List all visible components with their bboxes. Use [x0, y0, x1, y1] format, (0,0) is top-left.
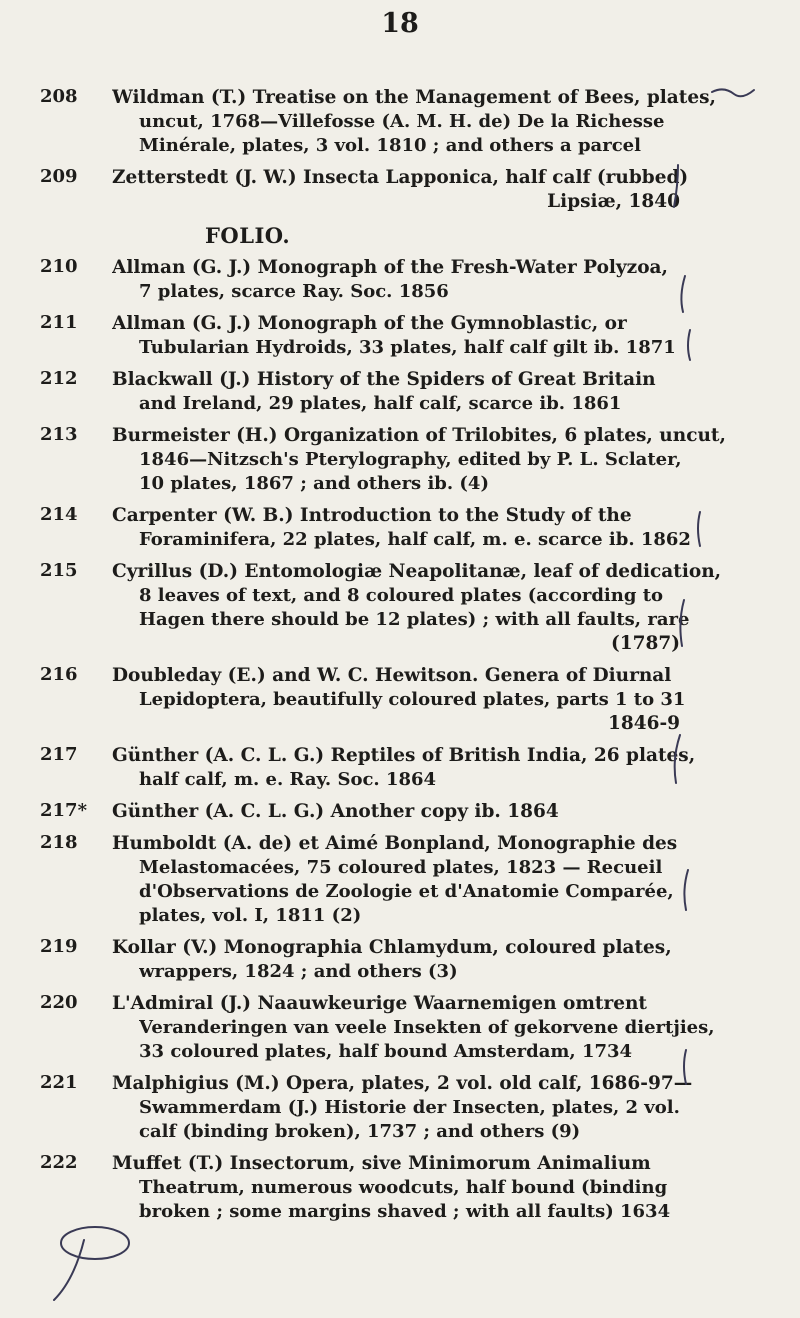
- lot-number: 217: [40, 744, 78, 765]
- lot-entry-219: [40, 936, 740, 984]
- lot-entry-221: [40, 1072, 740, 1144]
- lot-number: 211: [40, 312, 78, 333]
- entry-line: wrappers, 1824 ; and others (3): [139, 961, 458, 982]
- entry-line: Blackwall (J.) History of the Spiders of Great Britain: [112, 369, 656, 390]
- entry-line: L'Admiral (J.) Naauwkeurige Waarnemigen omtrent: [112, 993, 647, 1014]
- lot-entry-210: [40, 256, 740, 304]
- section-heading: FOLIO.: [205, 223, 291, 248]
- entry-line: uncut, 1768—Villefosse (A. M. H. de) De la Richesse: [139, 111, 665, 132]
- lot-entry-218: [40, 832, 740, 928]
- lot-number: 216: [40, 664, 78, 685]
- entry-line: Allman (G. J.) Monograph of the Gymnoblastic, or: [112, 313, 627, 334]
- lot-number: 217*: [40, 800, 87, 821]
- entry-line: Lepidoptera, beautifully coloured plates, parts 1 to 31: [139, 689, 686, 710]
- lot-entry-214: [40, 504, 740, 552]
- lot-number: 213: [40, 424, 78, 445]
- entry-line: Veranderingen van veele Insekten of gekorvene diertjies,: [139, 1017, 715, 1038]
- entry-line: Melastomacées, 75 coloured plates, 1823 — Recueil: [139, 857, 663, 878]
- entry-line: 1846—Nitzsch's Pterylography, edited by P. L. Sclater,: [139, 449, 682, 470]
- entry-line: Foraminifera, 22 plates, half calf, m. e. scarce ib. 1862: [139, 529, 691, 550]
- entry-line: broken ; some margins shaved ; with all faults) 1634: [139, 1201, 671, 1222]
- entry-line: Muffet (T.) Insectorum, sive Minimorum Animalium: [112, 1153, 651, 1174]
- lot-number: 212: [40, 368, 78, 389]
- lot-entry-208: [40, 86, 740, 158]
- entry-line: Cyrillus (D.) Entomologiæ Neapolitanæ, leaf of dedication,: [112, 561, 722, 582]
- entry-line: and Ireland, 29 plates, half calf, scarce ib. 1861: [139, 393, 622, 414]
- lot-entry-213: [40, 424, 740, 496]
- lot-number: 210: [40, 256, 78, 277]
- entry-line: (1787): [611, 633, 680, 654]
- entry-line: 8 leaves of text, and 8 coloured plates (according to: [139, 585, 664, 606]
- lot-number: 221: [40, 1072, 78, 1093]
- lot-number: 208: [40, 86, 78, 107]
- catalogue-list: [40, 86, 740, 1232]
- page-number: 18: [381, 8, 419, 39]
- entry-line: Wildman (T.) Treatise on the Management of Bees, plates,: [112, 87, 716, 108]
- entry-line: Humboldt (A. de) et Aimé Bonpland, Monographie des: [112, 833, 678, 854]
- lot-entry-222: [40, 1152, 740, 1224]
- lot-entry-217: [40, 744, 740, 792]
- entry-line: Carpenter (W. B.) Introduction to the Study of the: [112, 505, 632, 526]
- lot-number: 222: [40, 1152, 78, 1173]
- lot-number: 218: [40, 832, 78, 853]
- entry-line: Minérale, plates, 3 vol. 1810 ; and others a parcel: [139, 135, 641, 156]
- lot-number: 220: [40, 992, 78, 1013]
- lot-entry-211: [40, 312, 740, 360]
- entry-line: calf (binding broken), 1737 ; and others (9): [139, 1121, 581, 1142]
- lot-number: 214: [40, 504, 78, 525]
- entry-line: Swammerdam (J.) Historie der Insecten, plates, 2 vol.: [139, 1097, 680, 1118]
- lot-entry-220: [40, 992, 740, 1064]
- lot-number: 215: [40, 560, 78, 581]
- entry-line: Theatrum, numerous woodcuts, half bound (binding: [139, 1177, 668, 1198]
- lot-number: 209: [40, 166, 78, 187]
- entry-line: Hagen there should be 12 plates) ; with all faults, rare: [139, 609, 690, 630]
- lot-entry-217-star: [40, 800, 740, 824]
- entry-line: Zetterstedt (J. W.) Insecta Lapponica, half calf (rubbed): [112, 167, 689, 188]
- lot-entry-215: [40, 560, 740, 656]
- entry-line: Günther (A. C. L. G.) Reptiles of British India, 26 plates,: [112, 745, 696, 766]
- entry-line: half calf, m. e. Ray. Soc. 1864: [139, 769, 437, 790]
- lot-entry-216: [40, 664, 740, 736]
- entry-line: d'Observations de Zoologie et d'Anatomie Comparée,: [139, 881, 674, 902]
- entry-line: Günther (A. C. L. G.) Another copy ib. 1864: [112, 801, 559, 822]
- entry-line: Doubleday (E.) and W. C. Hewitson. Genera of Diurnal: [112, 665, 672, 686]
- entry-line: Allman (G. J.) Monograph of the Fresh-Water Polyzoa,: [112, 257, 668, 278]
- entry-line: 7 plates, scarce Ray. Soc. 1856: [139, 281, 449, 302]
- lot-number: 219: [40, 936, 78, 957]
- entry-line: 33 coloured plates, half bound Amsterdam, 1734: [139, 1041, 633, 1062]
- entry-line: 10 plates, 1867 ; and others ib. (4): [139, 473, 489, 494]
- entry-line: 1846-9: [607, 713, 680, 734]
- entry-line: Burmeister (H.) Organization of Trilobites, 6 plates, uncut,: [112, 425, 726, 446]
- entry-line: Tubularian Hydroids, 33 plates, half calf gilt ib. 1871: [139, 337, 676, 358]
- lot-entry-209: [40, 166, 740, 214]
- entry-line: plates, vol. I, 1811 (2): [139, 905, 362, 926]
- lot-entry-212: [40, 368, 740, 416]
- entry-line: Lipsiæ, 1840: [547, 191, 680, 212]
- entry-line: Malphigius (M.) Opera, plates, 2 vol. old calf, 1686-97—: [112, 1073, 693, 1094]
- entry-line: Kollar (V.) Monographia Chlamydum, coloured plates,: [112, 937, 672, 958]
